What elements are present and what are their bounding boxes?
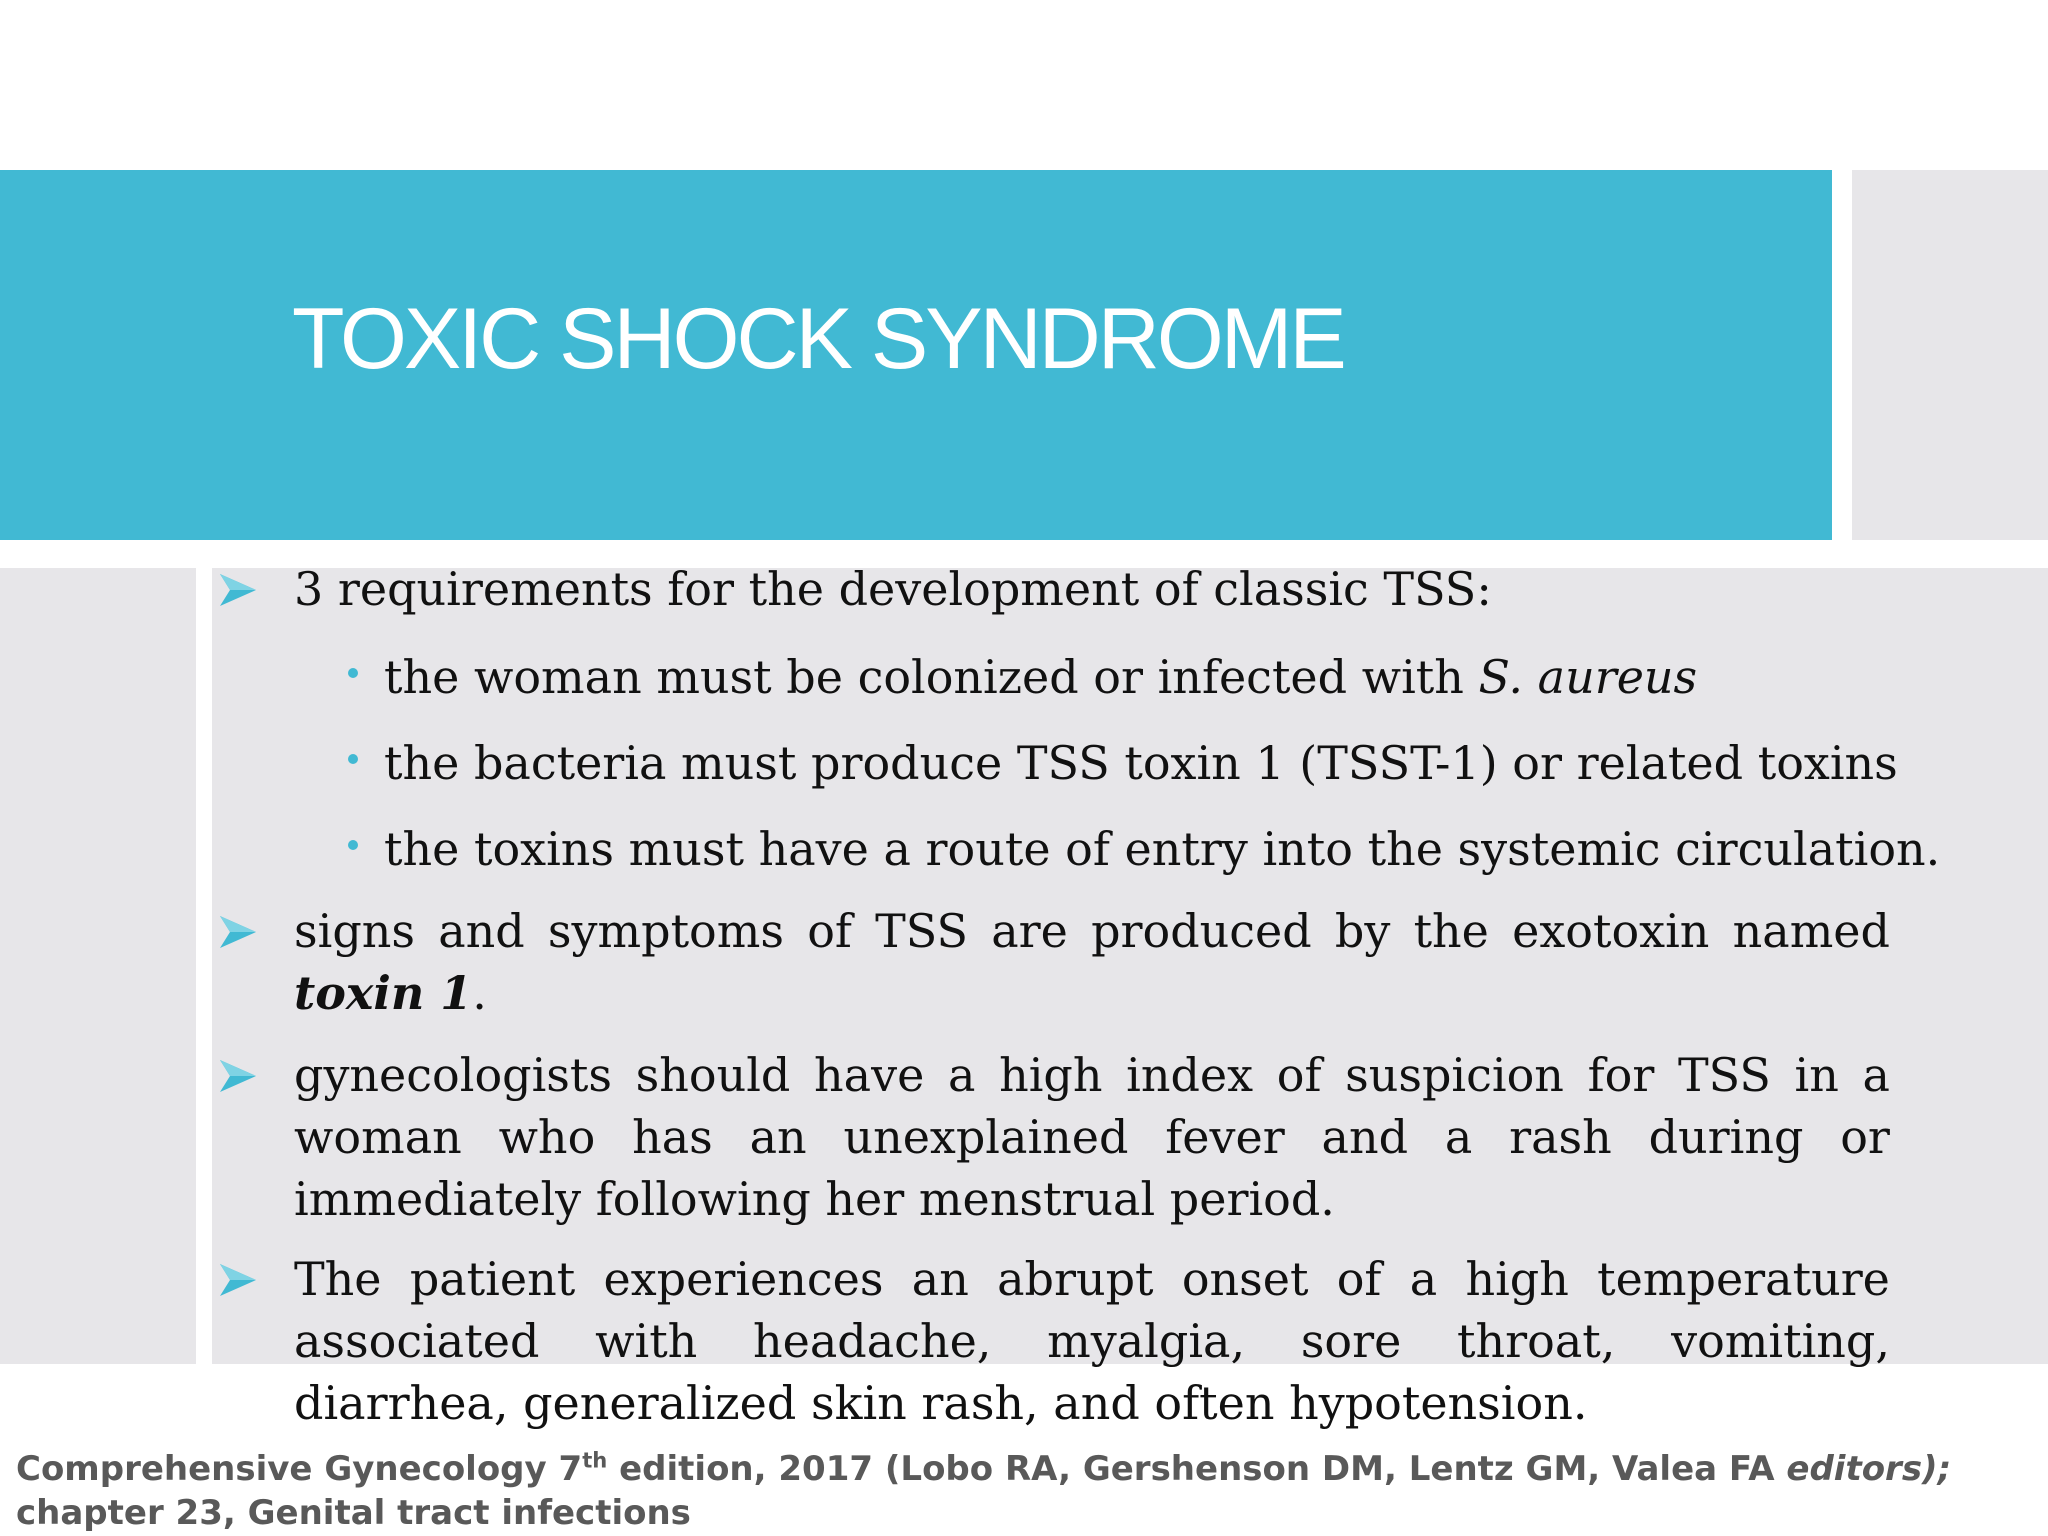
word: sore (1300, 1314, 1402, 1368)
word: by (1334, 904, 1391, 958)
bullet-patient-line1 (294, 1252, 1890, 1306)
bullet-patient-line3: diarrhea, generalized skin rash, and often hypotension. (294, 1376, 1588, 1430)
word: a (1444, 1110, 1473, 1164)
slide-title: TOXIC SHOCK SYNDROME (292, 291, 1344, 387)
word: a (1409, 1252, 1438, 1306)
word: have (814, 1048, 925, 1102)
word: and (438, 904, 525, 958)
word: unexplained (843, 1110, 1129, 1164)
sub-bullet-route: the toxins must have a route of entry into the systemic circulation. (384, 822, 1941, 876)
word: high (1465, 1252, 1569, 1306)
word: myalgia, (1047, 1314, 1246, 1368)
reference-citation: Comprehensive Gynecology 7th edition, 2017 (Lobo RA, Gershenson DM, Lentz GM, Valea FA editors); (16, 1447, 1952, 1489)
word: fever (1165, 1110, 1285, 1164)
word: an (749, 1110, 807, 1164)
word: headache, (753, 1314, 992, 1368)
word: The (294, 1252, 382, 1306)
left-panel (0, 568, 196, 1364)
word: or (1840, 1110, 1890, 1164)
word: who (498, 1110, 596, 1164)
word: a (1862, 1048, 1890, 1102)
word: patient (409, 1252, 576, 1306)
word: a (947, 1048, 976, 1102)
toxin-name: toxin 1 (294, 966, 473, 1020)
word: the (1413, 904, 1489, 958)
bullet-signs-line2: toxin 1. (294, 966, 487, 1020)
word: onset (1181, 1252, 1309, 1306)
word: signs (294, 904, 415, 958)
word: symptoms (547, 904, 784, 958)
word: experiences (603, 1252, 884, 1306)
sub-bullet-colonized: the woman must be colonized or infected with S. aureus (384, 650, 1698, 704)
word: with (595, 1314, 698, 1368)
arrow-bullet-icon (218, 914, 258, 950)
word: has (632, 1110, 713, 1164)
word: rash (1509, 1110, 1612, 1164)
word: vomiting, (1671, 1314, 1890, 1368)
word: of (1276, 1048, 1322, 1102)
reference-chapter: chapter 23, Genital tract infections (16, 1493, 691, 1533)
word: of (807, 904, 852, 958)
sub-bullet-toxin: the bacteria must produce TSS toxin 1 (TSST-1) or related toxins (384, 736, 1898, 790)
word: abrupt (997, 1252, 1154, 1306)
word: an (911, 1252, 969, 1306)
arrow-bullet-icon (218, 1262, 258, 1298)
word: high (999, 1048, 1103, 1102)
word: and (1321, 1110, 1409, 1164)
word: should (635, 1048, 791, 1102)
bullet-patient-line2 (294, 1314, 1890, 1368)
bullet-signs-line1 (294, 904, 1890, 958)
bullet-gynecologists-line2 (294, 1110, 1890, 1164)
bullet-gynecologists-line3: immediately following her menstrual period. (294, 1172, 1335, 1226)
arrow-bullet-icon (218, 572, 258, 608)
word: TSS (875, 904, 969, 958)
word: woman (294, 1110, 462, 1164)
word: of (1336, 1252, 1382, 1306)
word: suspicion (1345, 1048, 1564, 1102)
word: index (1126, 1048, 1254, 1102)
word: are (991, 904, 1068, 958)
word: gynecologists (294, 1048, 613, 1102)
sub-bullet-dot-icon (348, 754, 358, 764)
word: temperature (1597, 1252, 1890, 1306)
bullet-requirements: 3 requirements for the development of classic TSS: (294, 562, 1492, 616)
sub-bullet-dot-icon (348, 668, 358, 678)
word: associated (294, 1314, 540, 1368)
word: named (1732, 904, 1890, 958)
word: exotoxin (1512, 904, 1710, 958)
arrow-bullet-icon (218, 1058, 258, 1094)
word: produced (1091, 904, 1312, 958)
organism-name: S. aureus (1478, 650, 1698, 704)
right-panel (1852, 170, 2048, 540)
word: TSS (1677, 1048, 1771, 1102)
word: during (1648, 1110, 1804, 1164)
bullet-gynecologists-line1 (294, 1048, 1890, 1102)
word: in (1794, 1048, 1839, 1102)
sub-bullet-dot-icon (348, 840, 358, 850)
word: for (1587, 1048, 1655, 1102)
word: throat, (1457, 1314, 1616, 1368)
